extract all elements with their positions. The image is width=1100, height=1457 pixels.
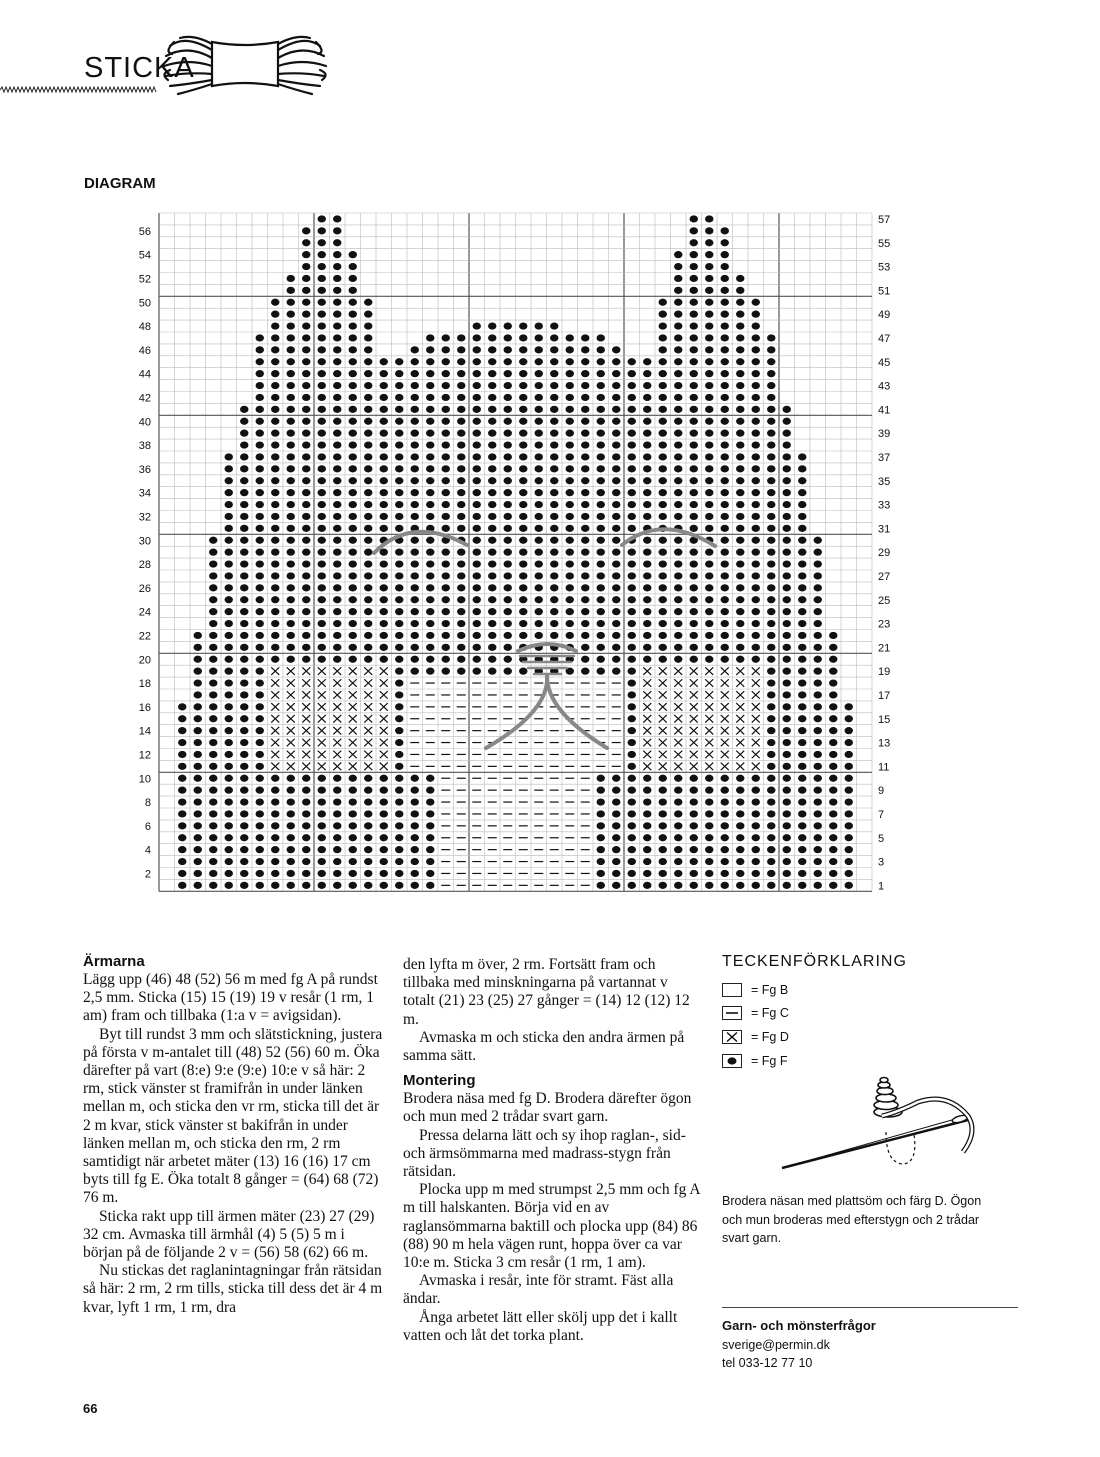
row-label-right: 13 — [878, 737, 891, 750]
legend-label: = Fg B — [751, 983, 789, 997]
left-eye-curve — [374, 532, 467, 553]
contact-email[interactable]: sverige@permin.dk — [722, 1338, 830, 1352]
row-label-right: 17 — [878, 689, 891, 702]
row-label-right: 3 — [878, 856, 885, 869]
row-label-left: 38 — [138, 440, 151, 453]
row-label-left: 2 — [144, 868, 151, 881]
assembly-instructions — [403, 956, 703, 1345]
row-label-right: 37 — [878, 451, 891, 464]
assembly-paragraph: Avmaska i resår, inte för stramt. Fäst alla ändar. — [403, 1272, 674, 1308]
row-label-right: 11 — [878, 761, 890, 774]
chart-row-labels-left — [139, 226, 151, 881]
row-label-left: 32 — [138, 511, 151, 524]
chart-row-labels-right — [878, 214, 890, 892]
row-label-left: 46 — [138, 344, 151, 357]
row-label-left: 8 — [144, 797, 151, 810]
row-label-right: 31 — [878, 523, 891, 536]
row-label-left: 54 — [138, 249, 151, 262]
row-label-right: 27 — [878, 570, 891, 583]
row-label-right: 55 — [878, 237, 891, 250]
legend-label: = Fg C — [751, 1006, 789, 1020]
row-label-left: 48 — [138, 321, 151, 334]
dash-square-icon — [722, 1006, 742, 1020]
row-label-left: 52 — [138, 273, 151, 286]
assembly-paragraph: Pressa delarna lätt och sy ihop raglan-, sid- och ärmsömmarna med madrass-stygn från rätsidan. — [403, 1126, 686, 1181]
row-label-left: 34 — [138, 487, 151, 500]
row-label-left: 44 — [138, 368, 151, 381]
page-number: 66 — [83, 1401, 98, 1416]
embroidery-needle-illustration — [778, 1072, 988, 1172]
legend-item-fg-b — [722, 983, 788, 997]
sleeves-paragraph: den lyfta m över, 2 rm. Fortsätt fram och tillbaka med minskningarna på vartannat v totalt (21) 23 (25) 27 gånger = (14) 12 (12) 12 m. — [403, 956, 690, 1028]
row-label-left: 14 — [138, 725, 151, 738]
legend-label: = Fg D — [751, 1030, 789, 1044]
legend-item-fg-d — [722, 1030, 789, 1044]
legend-label: = Fg F — [751, 1054, 788, 1068]
row-label-left: 10 — [138, 773, 151, 786]
row-label-right: 41 — [878, 404, 891, 417]
sleeves-paragraph: Avmaska m och sticka den andra ärmen på samma sätt. — [403, 1028, 685, 1065]
row-label-right: 57 — [878, 213, 891, 226]
row-label-right: 39 — [878, 428, 891, 441]
row-label-left: 42 — [138, 392, 151, 405]
contact-title: Garn- och mönsterfrågor — [722, 1318, 876, 1333]
sleeves-paragraph: Byt till rundst 3 mm och slätstickning, justera på första v m-antalet till (48) 52 (56) 60 m. Öka därefter på vart (8:e) 9:e (9:e) 10:e v så här: 2 rm, stick vänster st framifrån in under länken mellan m, och sticka den vr rm, sticka till det är 2 m kvar, stick vänster st bakifrån in under länken mellan m, och sticka den rm, 2 rm samtidigt när arbetet mäter (13) 16 (16) 17 cm byts till fg E. Öka totalt 8 gånger = (64) 68 (72) 76 m. — [83, 1025, 383, 1207]
legend-item-fg-c — [722, 1006, 789, 1020]
row-label-right: 23 — [878, 618, 891, 631]
row-label-right: 15 — [878, 713, 891, 726]
row-label-right: 21 — [878, 642, 891, 655]
sleeves-paragraph: Nu stickas det raglanintagningar från rätsidan så här: 2 rm, 2 rm tills, sticka till dess det är 4 m kvar, lyft 1 rm, 1 rm, dra — [83, 1262, 383, 1316]
right-eye-curve — [622, 529, 715, 546]
row-label-left: 24 — [138, 606, 151, 619]
sleeves-paragraph: Sticka rakt upp till ärmen mäter (23) 27 (29) 32 cm. Avmaska till ärmhål (4) 5 (5) 5 m i början på de följande 2 v = (56) 58 (62) 66 m. — [83, 1207, 375, 1262]
row-label-left: 20 — [138, 654, 151, 667]
legend-item-fg-f — [722, 1054, 787, 1068]
row-label-right: 45 — [878, 356, 891, 369]
row-label-left: 40 — [138, 416, 151, 429]
row-label-right: 53 — [878, 261, 891, 274]
row-label-right: 49 — [878, 309, 891, 322]
row-label-left: 50 — [138, 297, 151, 310]
diagram-heading: DIAGRAM — [84, 175, 156, 192]
chart-grid — [159, 213, 872, 891]
row-label-right: 19 — [878, 666, 891, 679]
contact-phone: tel 033-12 77 10 — [722, 1356, 813, 1370]
row-label-right: 7 — [878, 808, 885, 821]
dot-square-icon — [722, 1054, 742, 1068]
embroidery-caption: Brodera näsan med plattsöm och färg D. Ögon och mun broderas med efterstygn och 2 trådar svart garn. — [722, 1194, 982, 1245]
divider — [722, 1307, 1018, 1308]
yarn-skein-icon — [160, 24, 330, 104]
section-title: STICKA — [84, 52, 195, 84]
blank-square-icon — [722, 983, 742, 997]
zigzag-divider — [0, 86, 160, 94]
sleeves-instructions — [83, 953, 383, 1317]
row-label-right: 33 — [878, 499, 891, 512]
row-label-left: 28 — [138, 559, 151, 572]
row-label-left: 30 — [138, 535, 151, 548]
row-label-left: 6 — [144, 820, 151, 833]
sleeves-paragraph: Lägg upp (46) 48 (52) 56 m med fg A på rundst 2,5 mm. Sticka (15) 15 (19) 19 v resår (1 rm, 1 am) fram och tillbaka (1:a v = avigsidan). — [83, 971, 378, 1025]
assembly-paragraph: Ånga arbetet lätt eller skölj upp det i kallt vatten och låt det torka plant. — [403, 1308, 678, 1344]
row-label-right: 29 — [878, 547, 891, 560]
row-label-left: 26 — [138, 582, 151, 595]
knitting-chart — [130, 205, 970, 900]
row-label-left: 18 — [138, 678, 151, 691]
row-label-right: 43 — [878, 380, 891, 393]
row-label-left: 4 — [144, 844, 151, 857]
row-label-left: 56 — [138, 225, 151, 238]
row-label-left: 16 — [138, 701, 151, 714]
row-label-right: 35 — [878, 475, 891, 488]
row-label-right: 51 — [878, 285, 891, 298]
row-label-left: 22 — [138, 630, 151, 643]
mouth-left — [486, 675, 547, 748]
row-label-right: 1 — [878, 880, 885, 893]
row-label-right: 47 — [878, 332, 891, 345]
row-label-right: 9 — [878, 785, 885, 798]
row-label-left: 12 — [138, 749, 151, 762]
row-label-left: 36 — [138, 463, 151, 476]
mouth-right — [547, 675, 607, 748]
row-label-right: 25 — [878, 594, 891, 607]
legend-title: TECKENFÖRKLARING — [722, 953, 907, 970]
assembly-paragraph: Plocka upp m med strumpst 2,5 mm och fg A m till halskanten. Börja vid en av raglansömmarna baktill och plocka upp (84) 86 (88) 90 m hela vägen runt, hoppa över ca var 10:e m. Sticka 3 cm resår (1 rm, 1 am). — [403, 1181, 700, 1272]
sleeves-heading: Ärmarna — [83, 953, 145, 970]
row-label-right: 5 — [878, 832, 885, 845]
assembly-heading: Montering — [403, 1072, 476, 1090]
assembly-paragraph: Brodera näsa med fg D. Brodera därefter ögon och mun med 2 trådar svart garn. — [403, 1090, 692, 1126]
cross-square-icon — [722, 1030, 742, 1044]
